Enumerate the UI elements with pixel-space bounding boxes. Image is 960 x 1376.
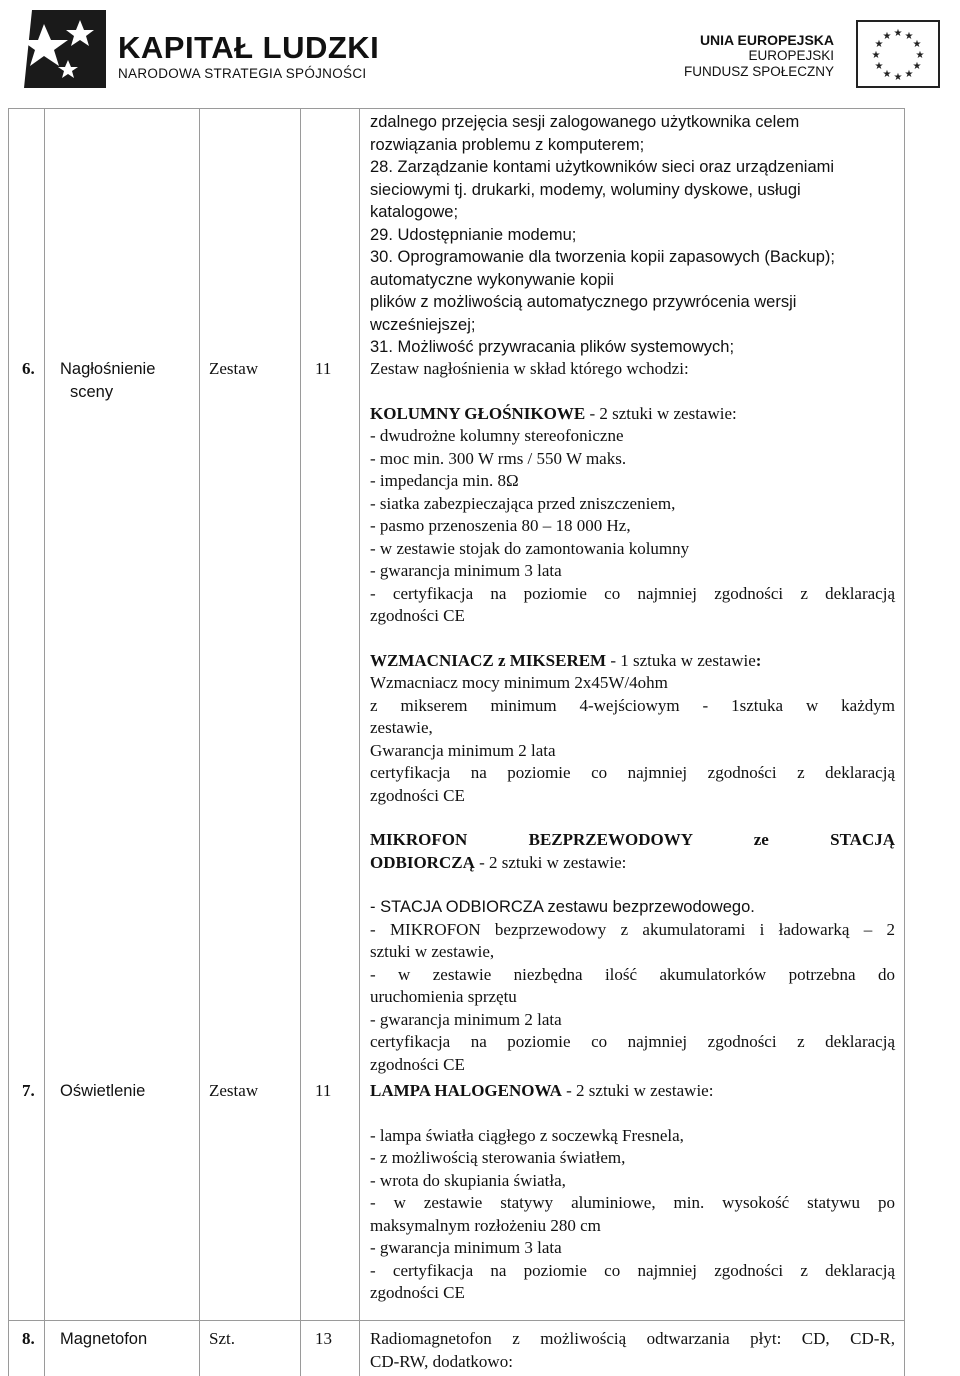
continuation-line: sieciowymi tj. drukarki, modemy, woluminy dyskowe, usługi [370, 180, 801, 199]
speaker-spec: - gwarancja minimum 3 lata [370, 561, 562, 580]
row8-name: Magnetofon [60, 1330, 148, 1348]
svg-text:★: ★ [912, 39, 922, 50]
lamp-heading [370, 1080, 895, 1103]
speakers-title: KOLUMNY GŁOŚNIKOWE [370, 403, 586, 423]
row6-description [370, 358, 895, 1076]
radio-spec: CD-RW, dodatkowo: [370, 1351, 513, 1371]
continuation-line: 29. Udostępnianie modemu; [370, 225, 577, 244]
svg-text:★: ★ [912, 61, 922, 72]
col-border-0 [8, 108, 9, 1376]
continuation-line: katalogowe; [370, 203, 459, 221]
speaker-spec: - siatka zabezpieczająca przed zniszczeniem, [370, 493, 676, 513]
amp-colon: : [755, 650, 762, 670]
amp-spec: Wzmacniacz mocy minimum 2x45W/4ohm [370, 673, 668, 692]
svg-text:★: ★ [882, 69, 892, 80]
continuation-line: wcześniejszej; [370, 315, 476, 334]
mic-cert: certyfikacja na poziomie co najmniej zgodności z deklaracją [370, 1032, 895, 1051]
svg-text:★: ★ [904, 31, 914, 42]
col-border-3 [300, 108, 301, 1376]
mic-heading [370, 852, 895, 875]
continuation-text [370, 111, 895, 359]
speaker-spec: - impedancja min. 8Ω [370, 471, 519, 490]
mic-cert-2: zgodności CE [370, 1054, 465, 1074]
radio-spec: Radiomagnetofon z możliwością odtwarzania płyt: CD, CD-R, [370, 1329, 895, 1348]
svg-text:★: ★ [915, 50, 925, 61]
mic-spec: - MIKROFON bezprzewodowy z akumulatorami i ładowarką – 2 [370, 919, 895, 939]
row8-number: 8. [22, 1329, 35, 1348]
svg-text:★: ★ [904, 69, 914, 80]
mic-spec: - w zestawie niezbędna ilość akumulatorków potrzebna do [370, 964, 895, 984]
speaker-cert-2: zgodności CE [370, 606, 465, 625]
logo-title: KAPITAŁ LUDZKI [118, 30, 380, 65]
page-header [0, 0, 960, 100]
col-border-5 [904, 108, 905, 1376]
eu-text [684, 32, 834, 80]
continuation-line: rozwiązania problemu z komputerem; [370, 135, 645, 154]
col-border-2 [199, 108, 200, 1376]
row6-number: 6. [22, 359, 35, 378]
mic-title-line2: ODBIORCZĄ [370, 852, 475, 872]
lamp-cert-2: zgodności CE [370, 1283, 465, 1302]
logo-subtitle: NARODOWA STRATEGIA SPÓJNOŚCI [118, 66, 367, 81]
speaker-spec: - dwudrożne kolumny stereofoniczne [370, 426, 624, 445]
speaker-spec: - moc min. 300 W rms / 550 W maks. [370, 448, 627, 468]
amp-heading [370, 650, 895, 673]
mic-spec: sztuki w zestawie, [370, 942, 495, 961]
svg-text:★: ★ [882, 31, 892, 42]
row8-description [370, 1328, 895, 1373]
lamp-spec: - wrota do skupiania światła, [370, 1170, 566, 1190]
mic-title-line1: MIKROFON BEZPRZEWODOWY ze STACJĄ [370, 830, 895, 849]
speakers-suffix: - 2 sztuki w zestawie: [585, 403, 737, 423]
amp-spec: zestawie, [370, 718, 433, 737]
kapital-ludzki-logo-icon [18, 6, 108, 92]
row7-unit: Zestaw [209, 1081, 259, 1100]
lamp-title: LAMPA HALOGENOWA [370, 1081, 562, 1100]
row7-description [370, 1080, 895, 1305]
speakers-heading [370, 403, 895, 426]
eu-union: UNIA EUROPEJSKA [699, 32, 834, 48]
svg-text:★: ★ [893, 72, 903, 83]
col-border-1 [44, 108, 45, 1376]
continuation-line: zdalnego przejęcia sesji zalogowanego użytkownika celem [370, 113, 800, 131]
table-top-border [8, 108, 905, 109]
lamp-spec: - lampa światła ciągłego z soczewką Fresnela, [370, 1125, 684, 1145]
amp-cert-2: zgodności CE [370, 785, 465, 805]
eu-european: EUROPEJSKI [748, 48, 834, 63]
svg-text:★: ★ [874, 61, 884, 72]
amp-spec: Gwarancja minimum 2 lata [370, 740, 556, 760]
lamp-spec: maksymalnym rozłożeniu 280 cm [370, 1215, 601, 1235]
amp-suffix: - 1 sztuka w zestawie [606, 650, 756, 670]
eu-fund: FUNDUSZ SPOŁECZNY [683, 64, 834, 79]
continuation-line: automatyczne wykonywanie kopii [370, 270, 614, 289]
row-border-8 [8, 1320, 905, 1321]
svg-text:★: ★ [871, 50, 881, 61]
row8-unit: Szt. [209, 1329, 235, 1348]
speaker-cert: - certyfikacja na poziomie co najmniej zgodności z deklaracją [370, 583, 895, 603]
col-border-4 [359, 108, 360, 1376]
amp-title: WZMACNIACZ z MIKSEREM [370, 650, 607, 670]
spec-table [8, 108, 905, 1376]
continuation-line: plików z możliwością automatycznego przywrócenia wersji [370, 293, 797, 311]
amp-cert: certyfikacja na poziomie co najmniej zgodności z deklaracją [370, 763, 895, 782]
row6-intro: Zestaw nagłośnienia w skład którego wchodzi: [370, 359, 689, 378]
mic-spec: - STACJA ODBIORCZA zestawu bezprzewodowego. [370, 898, 755, 916]
amp-spec: z mikserem minimum 4-wejściowym - 1sztuka w każdym [370, 695, 895, 715]
mic-spec: uruchomienia sprzętu [370, 987, 517, 1006]
row6-qty: 11 [315, 359, 332, 378]
row7-qty: 11 [315, 1081, 332, 1100]
speaker-spec: - w zestawie stojak do zamontowania kolumny [370, 538, 690, 558]
row6-name [60, 358, 155, 403]
mic-spec: - gwarancja minimum 2 lata [370, 1009, 562, 1029]
continuation-line: 31. Możliwość przywracania plików systemowych; [370, 338, 735, 356]
row7-number: 7. [22, 1081, 35, 1100]
row8-qty: 13 [315, 1329, 332, 1348]
lamp-cert: - certyfikacja na poziomie co najmniej zgodności z deklaracją [370, 1260, 895, 1280]
lamp-spec: - gwarancja minimum 3 lata [370, 1238, 562, 1257]
svg-text:★: ★ [874, 39, 884, 50]
continuation-line: 28. Zarządzanie kontami użytkowników sieci oraz urządzeniami [370, 158, 835, 176]
row6-name-line2: sceny [70, 382, 114, 401]
row7-name: Oświetlenie [60, 1082, 146, 1100]
lamp-spec: - w zestawie statywy aluminiowe, min. wysokość statywu po [370, 1193, 895, 1212]
mic-suffix: - 2 sztuki w zestawie: [474, 852, 627, 872]
eu-flag-icon [856, 20, 940, 88]
lamp-suffix: - 2 sztuki w zestawie: [561, 1081, 714, 1100]
row6-name-line1: Nagłośnienie [60, 360, 156, 378]
svg-text:★: ★ [893, 28, 903, 39]
row6-unit: Zestaw [209, 359, 259, 378]
lamp-spec: - z możliwością sterowania światłem, [370, 1148, 626, 1167]
speaker-spec: - pasmo przenoszenia 80 – 18 000 Hz, [370, 516, 631, 535]
continuation-line: 30. Oprogramowanie dla tworzenia kopii zapasowych (Backup); [370, 248, 835, 266]
